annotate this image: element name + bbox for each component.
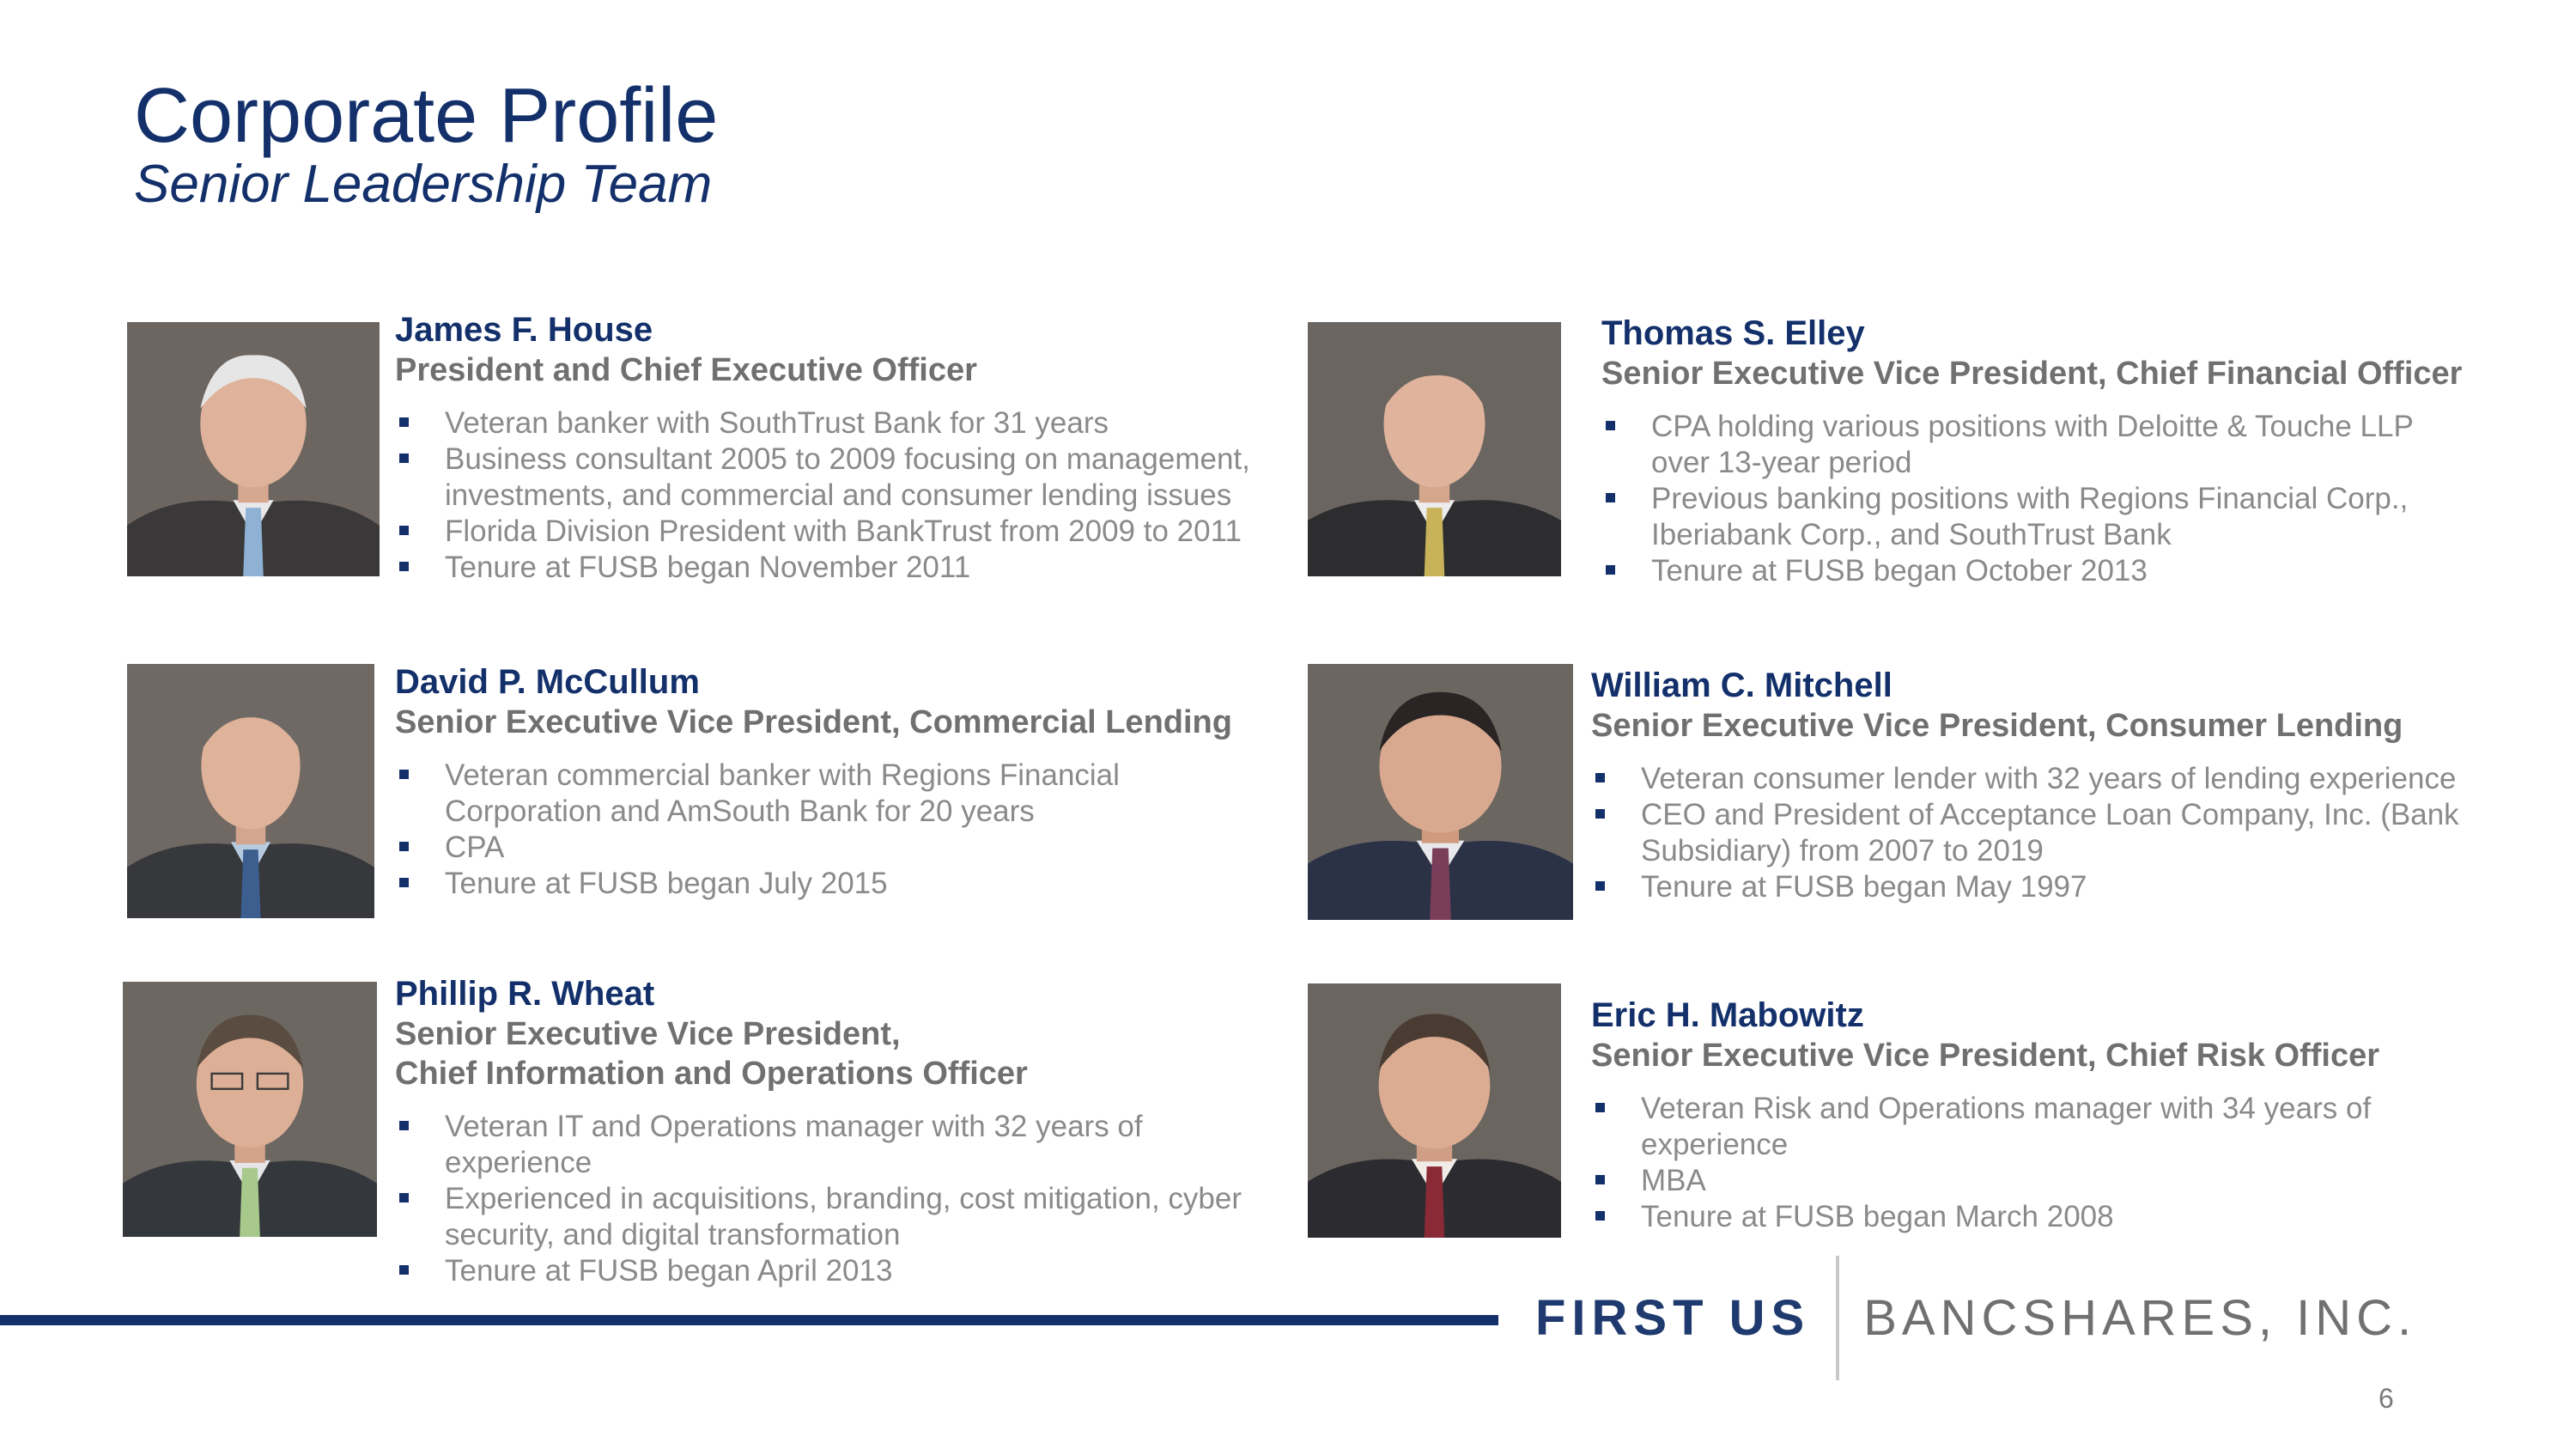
leader-bullet-list <box>1601 409 2477 589</box>
leader-card <box>395 661 1271 902</box>
leader-role: Senior Executive Vice President, Consumer Lending <box>1591 708 2403 744</box>
leader-bullet: Business consultant 2005 to 2009 focusing on management, investments, and commercial and consumer lending issues <box>395 441 1271 514</box>
leader-role: President and Chief Executive Officer <box>395 352 977 388</box>
leader-bullet: Veteran consumer lender with 32 years of lending experience <box>1591 761 2467 797</box>
leader-bullet: Tenure at FUSB began March 2008 <box>1591 1199 2467 1235</box>
leader-role: Chief Information and Operations Officer <box>395 1056 1028 1092</box>
leader-bullet: Veteran commercial banker with Regions Financial Corporation and AmSouth Bank for 20 years <box>395 758 1271 830</box>
logo-wordmark-rest: BANCSHARES, INC. <box>1863 1290 2417 1346</box>
leader-bullet-list <box>1591 761 2467 905</box>
leader-role: Senior Executive Vice President, Chief Risk Officer <box>1591 1038 2379 1074</box>
page-subtitle: Senior Leadership Team <box>134 155 713 214</box>
leader-name: Phillip R. Wheat <box>395 975 655 1013</box>
logo-wordmark-first: FIRST US <box>1535 1290 1811 1346</box>
leader-bullet: CPA <box>395 830 1271 866</box>
leader-bullet: Tenure at FUSB began April 2013 <box>395 1253 1271 1289</box>
leader-bullet: Veteran banker with SouthTrust Bank for 31 years <box>395 405 1271 441</box>
page-title: Corporate Profile <box>134 73 719 159</box>
leader-bullet: Florida Division President with BankTrust from 2009 to 2011 <box>395 514 1271 550</box>
leader-photo-mitchell <box>1308 664 1573 920</box>
leader-bullet: CPA holding various positions with Deloitte & Touche LLP over 13-year period <box>1601 409 2477 481</box>
footer-divider-bar <box>0 1315 1498 1325</box>
leader-name: Thomas S. Elley <box>1601 314 1865 352</box>
leader-role: Senior Executive Vice President, Commercial Lending <box>395 704 1232 740</box>
leader-name: David P. McCullum <box>395 663 700 701</box>
leader-bullet: Tenure at FUSB began October 2013 <box>1601 553 2477 589</box>
leader-card <box>395 973 1271 1289</box>
leader-bullet: Veteran Risk and Operations manager with 34 years of experience <box>1591 1091 2467 1163</box>
leader-role: Senior Executive Vice President, <box>395 1016 901 1052</box>
leader-bullet: Experienced in acquisitions, branding, cost mitigation, cyber security, and digital transformation <box>395 1181 1271 1253</box>
leader-bullet: Tenure at FUSB began July 2015 <box>395 866 1271 902</box>
leader-bullet: Previous banking positions with Regions Financial Corp., Iberiabank Corp., and SouthTrust Bank <box>1601 481 2477 553</box>
company-logo <box>1535 1256 2416 1380</box>
leader-photo-elley <box>1308 322 1561 576</box>
leader-name: William C. Mitchell <box>1591 667 1893 704</box>
leader-bullet-list <box>395 1109 1271 1289</box>
leader-name: James F. House <box>395 311 653 349</box>
page-number: 6 <box>2379 1383 2394 1414</box>
leader-bullet: Tenure at FUSB began November 2011 <box>395 550 1271 586</box>
leader-bullet-list <box>395 405 1271 586</box>
leader-photo-mccullum <box>127 664 374 918</box>
leader-bullet-list <box>1591 1091 2467 1235</box>
leader-bullet: Veteran IT and Operations manager with 32 years of experience <box>395 1109 1271 1181</box>
logo-divider <box>1836 1256 1839 1380</box>
leader-card <box>1601 313 2477 589</box>
leader-photo-mabowitz <box>1308 983 1561 1238</box>
leader-role: Senior Executive Vice President, Chief Financial Officer <box>1601 356 2463 392</box>
leader-bullet: CEO and President of Acceptance Loan Company, Inc. (Bank Subsidiary) from 2007 to 2019 <box>1591 797 2467 869</box>
leader-card <box>395 309 1271 586</box>
leader-card <box>1591 995 2467 1235</box>
leader-name: Eric H. Mabowitz <box>1591 996 1864 1034</box>
leader-photo-house <box>127 322 380 576</box>
leader-card <box>1591 665 2467 905</box>
leader-bullet-list <box>395 758 1271 902</box>
leader-bullet: MBA <box>1591 1163 2467 1199</box>
leader-photo-wheat <box>123 982 377 1237</box>
leader-bullet: Tenure at FUSB began May 1997 <box>1591 869 2467 905</box>
